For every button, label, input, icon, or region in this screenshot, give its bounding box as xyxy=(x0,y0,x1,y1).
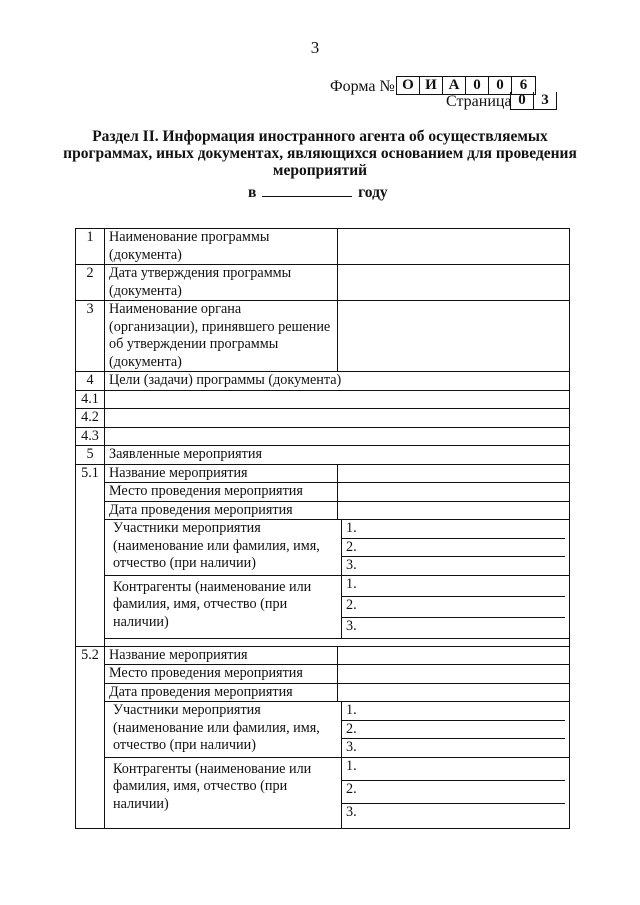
counterparties-block xyxy=(105,757,570,828)
event-number: 5.2 xyxy=(76,646,105,828)
list-item[interactable]: 2. xyxy=(342,539,565,558)
participants-label: Участники мероприятия (наименование или фамилия, имя, отчество (при наличии) xyxy=(109,702,342,757)
table-row xyxy=(76,665,570,684)
list-item[interactable]: 2. xyxy=(342,781,565,804)
table-row xyxy=(76,683,570,702)
list-item[interactable]: 3. xyxy=(346,617,357,634)
table-row xyxy=(76,427,570,446)
table-row xyxy=(76,638,570,646)
year-prefix: в xyxy=(248,184,257,201)
event-place-label: Место проведения мероприятия xyxy=(105,665,338,684)
table-row xyxy=(76,483,570,502)
page-digit: 0 xyxy=(518,92,526,108)
row-number: 4.3 xyxy=(76,427,105,446)
row-number: 1 xyxy=(76,229,105,265)
value-cell[interactable] xyxy=(338,665,570,684)
page-number-box xyxy=(510,92,557,110)
row-label: Наименование органа (организации), принявшего решение об утверждении программы (документа) xyxy=(105,301,338,372)
event-name-label: Название мероприятия xyxy=(105,646,338,665)
event-number: 5.1 xyxy=(76,464,105,646)
year-suffix: году xyxy=(358,184,388,201)
table-row xyxy=(76,446,570,465)
list-item[interactable]: 1. xyxy=(342,576,565,597)
table-row xyxy=(76,301,570,372)
programs-table xyxy=(75,228,570,829)
counterparties-block xyxy=(105,575,570,638)
table-row xyxy=(76,575,570,638)
row-label: Цели (задачи) программы (документа) xyxy=(105,372,570,391)
form-code-char: И xyxy=(419,77,442,94)
table-row xyxy=(76,501,570,520)
event-place-label: Место проведения мероприятия xyxy=(105,483,338,502)
event-date-label: Дата проведения мероприятия xyxy=(105,501,338,520)
value-cell[interactable] xyxy=(338,483,570,502)
value-cell[interactable] xyxy=(338,229,570,265)
year-blank[interactable] xyxy=(262,184,352,197)
participants-block xyxy=(105,702,570,758)
row-number: 3 xyxy=(76,301,105,372)
counterparties-label: Контрагенты (наименование или фамилия, имя, отчество (при наличии) xyxy=(109,758,342,828)
year-line xyxy=(248,184,388,202)
value-cell[interactable] xyxy=(105,427,570,446)
value-cell[interactable] xyxy=(105,409,570,428)
form-code-char: 0 xyxy=(488,77,511,94)
page-label: Страница xyxy=(446,93,512,110)
table-row xyxy=(76,464,570,483)
event-date-label: Дата проведения мероприятия xyxy=(105,683,338,702)
row-number: 5 xyxy=(76,446,105,465)
form-code-char: 6 xyxy=(511,77,535,94)
table-row xyxy=(76,520,570,576)
table-row xyxy=(76,265,570,301)
value-cell[interactable] xyxy=(338,683,570,702)
table-row xyxy=(76,229,570,265)
row-label: Дата утверждения программы (документа) xyxy=(105,265,338,301)
form-code-char: 0 xyxy=(465,77,488,94)
row-label: Заявленные мероприятия xyxy=(105,446,570,465)
page-digit: 3 xyxy=(533,92,556,109)
list-item[interactable]: 3. xyxy=(346,803,357,820)
table-row xyxy=(76,702,570,758)
value-cell[interactable] xyxy=(338,301,570,372)
row-number: 2 xyxy=(76,265,105,301)
list-item[interactable]: 3. xyxy=(346,739,357,755)
list-item[interactable]: 3. xyxy=(346,557,357,573)
page-number: 3 xyxy=(310,38,320,57)
value-cell[interactable] xyxy=(338,501,570,520)
form-code-char: А xyxy=(442,77,465,94)
form-code-char: О xyxy=(402,77,414,93)
value-cell[interactable] xyxy=(338,265,570,301)
list-item[interactable]: 1. xyxy=(342,758,565,781)
row-number: 4 xyxy=(76,372,105,391)
event-name-label: Название мероприятия xyxy=(105,464,338,483)
table-row xyxy=(76,372,570,391)
list-item[interactable]: 2. xyxy=(342,721,565,740)
value-cell[interactable] xyxy=(338,464,570,483)
form-number-label: Форма № xyxy=(330,78,395,95)
spacer-cell xyxy=(105,638,570,646)
list-item[interactable]: 1. xyxy=(342,520,565,539)
value-cell[interactable] xyxy=(338,646,570,665)
section-heading: Раздел II. Информация иностранного агента об осуществляемых программах, иных документах, являющихся основанием для проведения мероприятий xyxy=(63,128,577,179)
table-row xyxy=(76,409,570,428)
row-number: 4.1 xyxy=(76,390,105,409)
row-number: 4.2 xyxy=(76,409,105,428)
table-row xyxy=(76,646,570,665)
list-item[interactable]: 2. xyxy=(342,597,565,618)
participants-label: Участники мероприятия (наименование или фамилия, имя, отчество (при наличии) xyxy=(109,520,342,575)
table-row xyxy=(76,390,570,409)
table-row xyxy=(76,757,570,828)
list-item[interactable]: 1. xyxy=(342,702,565,721)
value-cell[interactable] xyxy=(105,390,570,409)
row-label: Наименование программы (документа) xyxy=(105,229,338,265)
participants-block xyxy=(105,520,570,576)
counterparties-label: Контрагенты (наименование или фамилия, имя, отчество (при наличии) xyxy=(109,576,342,638)
